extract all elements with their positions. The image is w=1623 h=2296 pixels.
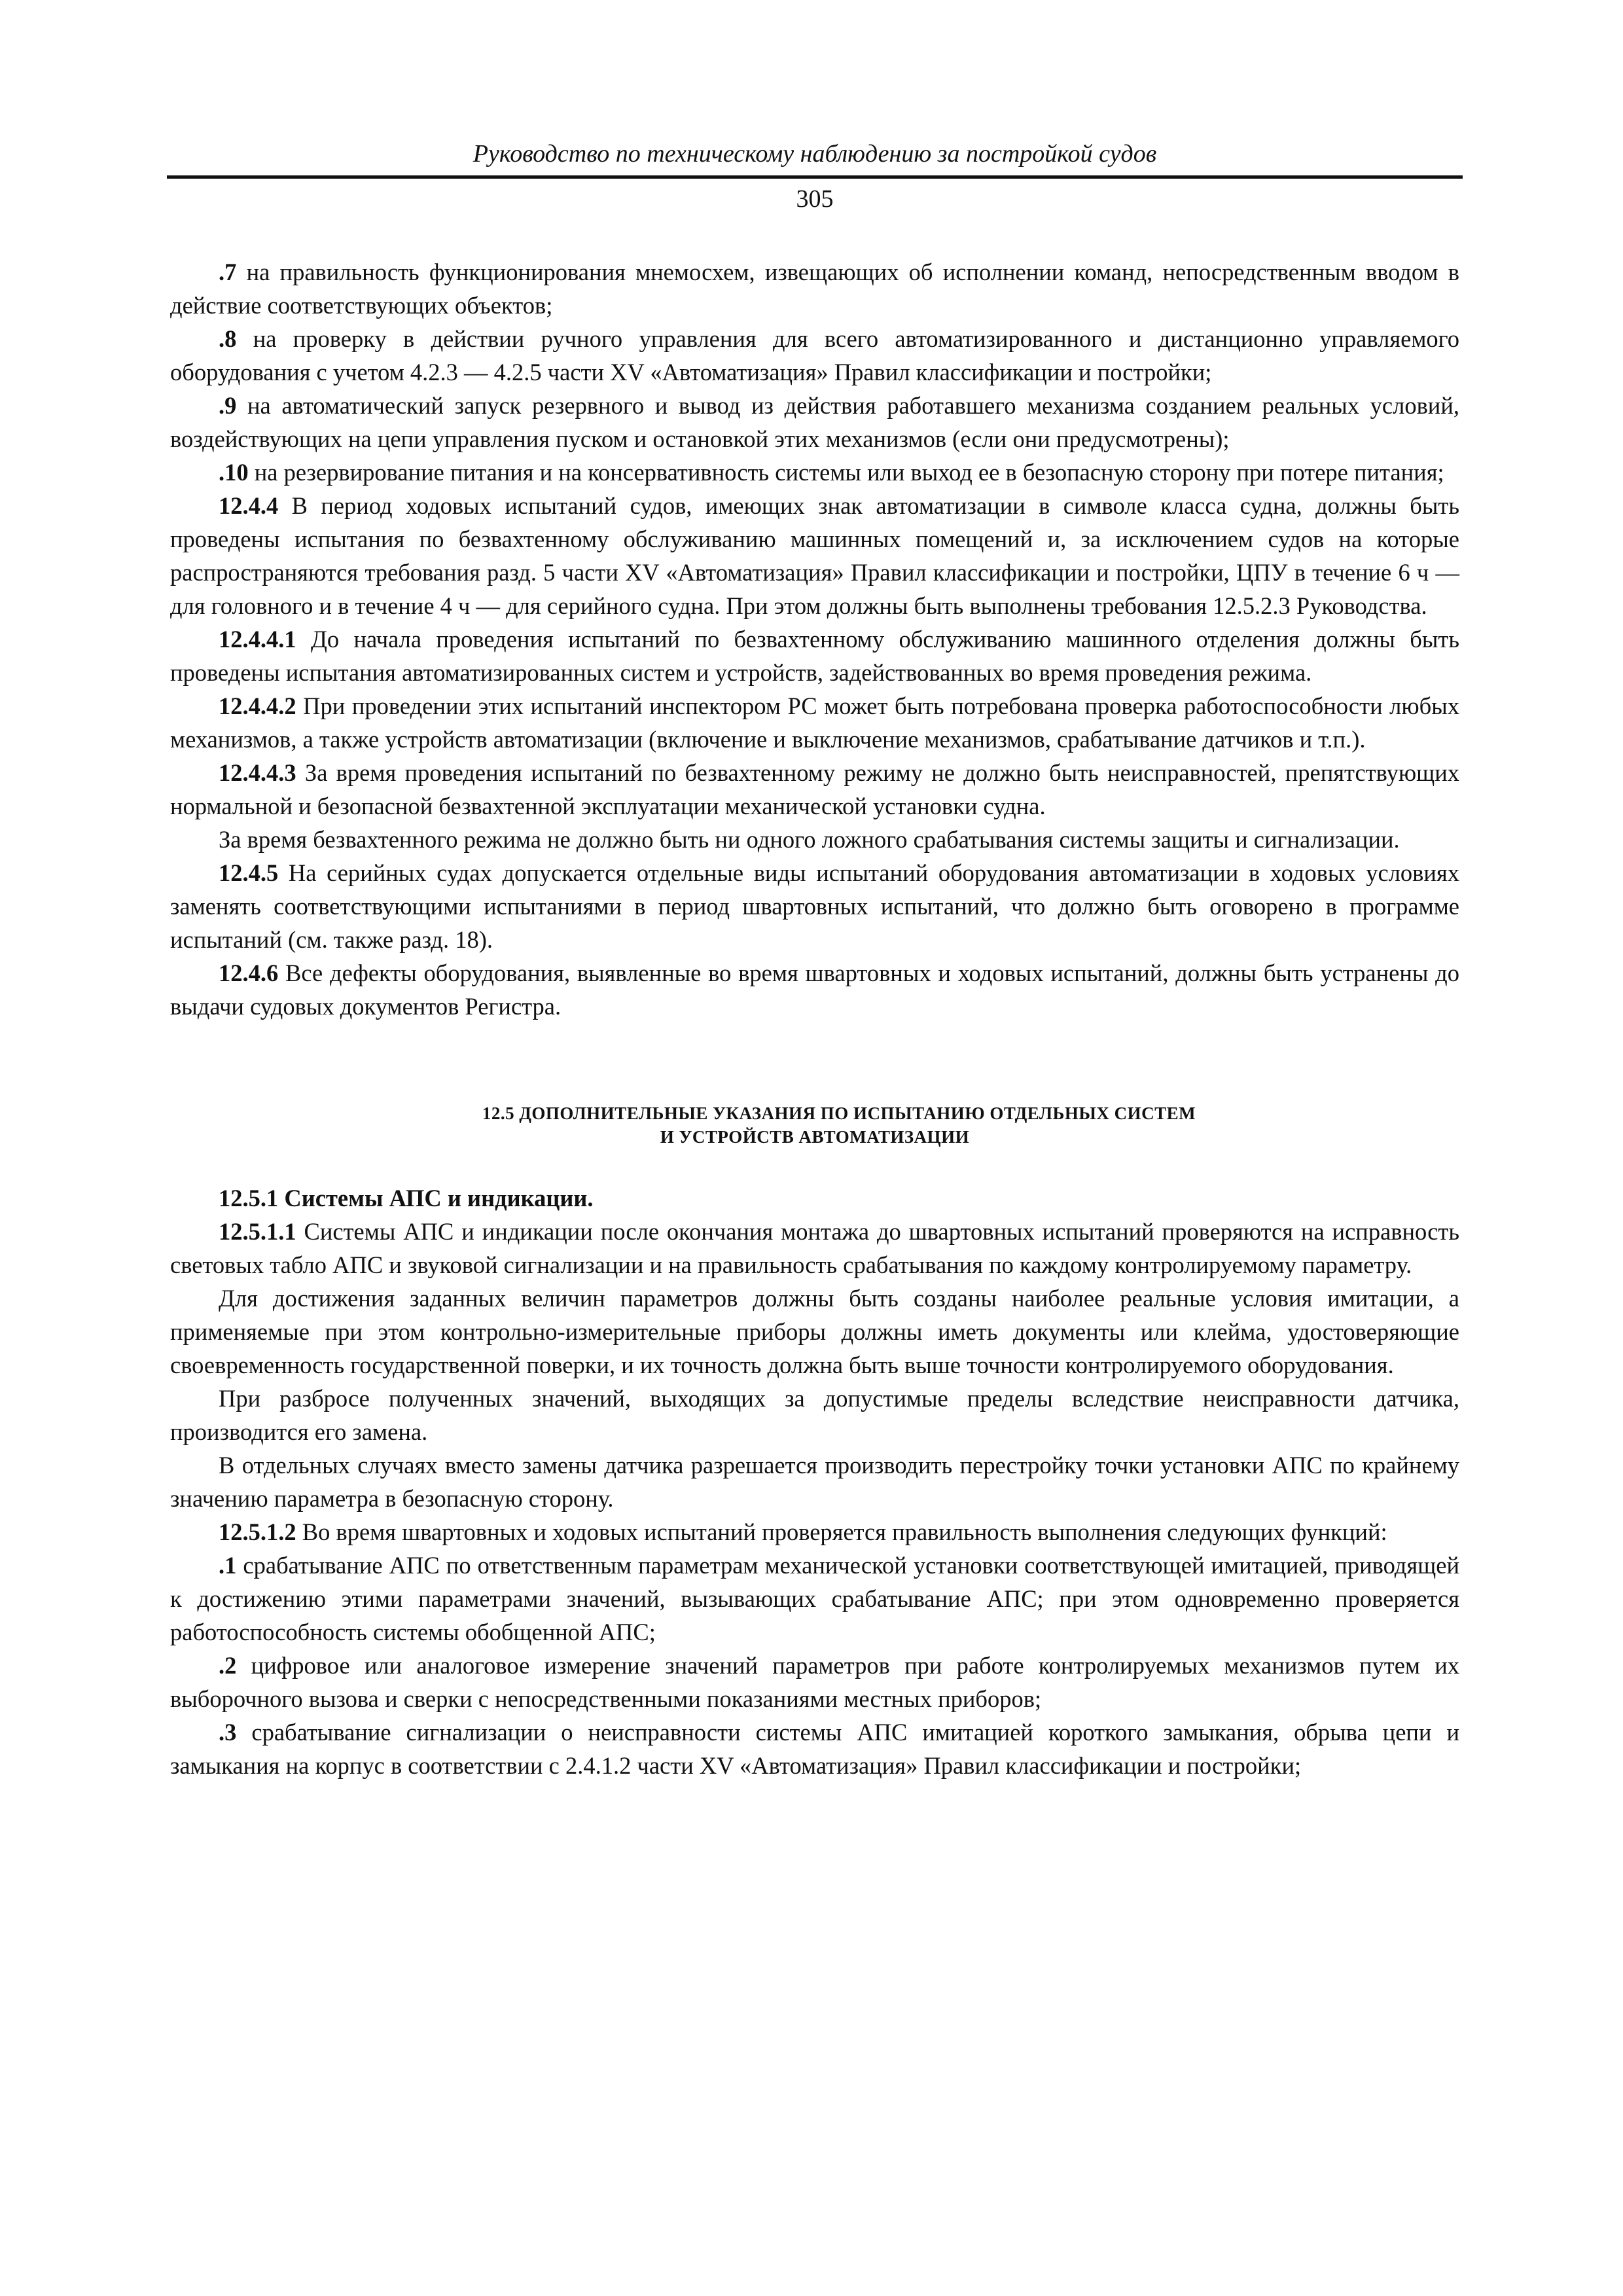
paragraph-number: .3	[219, 1719, 237, 1746]
paragraph	[170, 1282, 1459, 1382]
paragraph	[170, 255, 1459, 322]
paragraph-number: 12.4.4	[219, 492, 279, 519]
paragraph	[170, 956, 1459, 1023]
paragraph	[170, 456, 1459, 489]
paragraph	[170, 489, 1459, 622]
page-number: 305	[796, 185, 834, 213]
paragraph-number: 12.5.1.2	[219, 1518, 296, 1545]
paragraph	[170, 1715, 1459, 1782]
paragraph-number: 12.4.4.3	[219, 759, 296, 786]
paragraph-number: .10	[219, 459, 249, 486]
paragraph	[170, 856, 1459, 956]
paragraph-text: Все дефекты оборудования, выявленные во время швартовных и ходовых испытаний, должны быть устранены до выдачи судовых документов Регистра.	[170, 960, 1459, 1020]
paragraph-number: .1	[219, 1552, 237, 1579]
paragraph-text: В период ходовых испытаний судов, имеющих знак автоматизации в символе класса судна, должны быть проведены испытания по безвахтенному обслуживанию машинных помещений и, за исключением судов на которые распространяются требования разд. 5 части XV «Автоматизация» Правил классификации и постройки, ЦПУ в течение 6 ч — для головного и в течение 4 ч — для серийного судна. При этом должны быть выполнены требования 12.5.2.3 Руководства.	[170, 492, 1459, 619]
paragraph	[170, 689, 1459, 756]
paragraph-text: За время проведения испытаний по безвахтенному режиму не должно быть неисправностей, препятствующих нормальной и безопасной безвахтенной эксплуатации механической установки судна.	[170, 759, 1459, 819]
spacer	[170, 1149, 1459, 1181]
paragraph	[170, 1549, 1459, 1649]
section-heading	[170, 1102, 1459, 1149]
body-text	[170, 255, 1459, 1782]
paragraph-number: .8	[219, 325, 237, 352]
paragraph-text: При разбросе полученных значений, выходящих за допустимые пределы вследствие неисправности датчика, производится его замена.	[170, 1385, 1459, 1445]
paragraph-number: 12.5.1.1	[219, 1218, 296, 1245]
paragraph-number: .7	[219, 259, 237, 285]
paragraph	[170, 823, 1459, 856]
paragraph-text: До начала проведения испытаний по безвахтенному обслуживанию машинного отделения должны быть проведены испытания автоматизированных систем и устройств, задействованных во время проведения режима.	[170, 626, 1459, 686]
subsection-heading: 12.5.1 Системы АПС и индикации.	[219, 1185, 594, 1211]
paragraph-text: на автоматический запуск резервного и вывод из действия работавшего механизма созданием реальных условий, воздействующих на цепи управления пуском и остановкой этих механизмов (если они предусмотрены);	[170, 392, 1459, 452]
spacer	[170, 1023, 1459, 1102]
paragraph-text: на проверку в действии ручного управления для всего автоматизированного и дистанционно управляемого оборудования с учетом 4.2.3 — 4.2.5 части XV «Автоматизация» Правил классификации и постройки;	[170, 325, 1459, 386]
paragraph-text: срабатывание АПС по ответственным параметрам механической установки соответствующей имитацией, приводящей к достижению этими параметрами значений, вызывающих срабатывание АПС; при этом одновременно проверяется работоспособность системы обобщенной АПС;	[170, 1552, 1459, 1645]
section-heading-line2: И УСТРОЙСТВ АВТОМАТИЗАЦИИ	[660, 1127, 970, 1147]
running-title: Руководство по техническому наблюдению за постройкой судов	[473, 140, 1157, 168]
paragraph-number: 12.4.4.2	[219, 692, 296, 719]
paragraph	[170, 756, 1459, 823]
paragraph-text: на резервирование питания и на консервативность системы или выход ее в безопасную сторону при потере питания;	[248, 459, 1444, 486]
paragraph	[170, 1215, 1459, 1282]
paragraph-text: на правильность функционирования мнемосхем, извещающих об исполнении команд, непосредственным вводом в действие соответствующих объектов;	[170, 259, 1459, 319]
paragraph-text: срабатывание сигнализации о неисправности системы АПС имитацией короткого замыкания, обрыва цепи и замыкания на корпус в соответствии с 2.4.1.2 части XV «Автоматизация» Правил классификации и постройки;	[170, 1719, 1459, 1779]
paragraph-text: Во время швартовных и ходовых испытаний проверяется правильность выполнения следующих функций:	[296, 1518, 1387, 1545]
paragraph-number: 12.4.4.1	[219, 626, 296, 653]
paragraph	[170, 1448, 1459, 1515]
section-heading-line1: 12.5 ДОПОЛНИТЕЛЬНЫЕ УКАЗАНИЯ ПО ИСПЫТАНИЮ ОТДЕЛЬНЫХ СИСТЕМ	[482, 1103, 1196, 1123]
paragraph-text: Системы АПС и индикации после окончания монтажа до швартовных испытаний проверяются на исправность световых табло АПС и звуковой сигнализации и на правильность срабатывания по каждому контролируемому параметру.	[170, 1218, 1459, 1278]
paragraph-text: За время безвахтенного режима не должно быть ни одного ложного срабатывания системы защиты и сигнализации.	[219, 826, 1400, 853]
paragraph	[170, 1515, 1459, 1549]
paragraph-text: цифровое или аналоговое измерение значений параметров при работе контролируемых механизмов путем их выборочного вызова и сверки с непосредственными показаниями местных приборов;	[170, 1652, 1459, 1712]
paragraph-number: 12.4.6	[219, 960, 279, 986]
paragraph	[170, 1382, 1459, 1448]
paragraph	[170, 1649, 1459, 1715]
paragraph-text: Для достижения заданных величин параметров должны быть созданы наиболее реальные условия имитации, а применяемые при этом контрольно-измерительные приборы должны иметь документы или клейма, удостоверяющие своевременность государственной поверки, и их точность должна быть выше точности контролируемого оборудования.	[170, 1285, 1459, 1378]
paragraph	[170, 322, 1459, 389]
paragraph	[170, 622, 1459, 689]
paragraph-text: На серийных судах допускается отдельные виды испытаний оборудования автоматизации в ходовых условиях заменять соответствующими испытаниями в период швартовных испытаний, что должно быть оговорено в программе испытаний (см. также разд. 18).	[170, 859, 1459, 953]
paragraph-text: При проведении этих испытаний инспектором РС может быть потребована проверка работоспособности любых механизмов, а также устройств автоматизации (включение и выключение механизмов, срабатывание датчиков и т.п.).	[170, 692, 1459, 753]
header-rule	[167, 175, 1463, 179]
paragraphs-top	[170, 255, 1459, 1023]
paragraph-number: .9	[219, 392, 237, 419]
paragraph-number: .2	[219, 1652, 237, 1679]
paragraph-number: 12.4.5	[219, 859, 279, 886]
paragraphs-bottom	[170, 1215, 1459, 1782]
paragraph-text: В отдельных случаях вместо замены датчика разрешается производить перестройку точки установки АПС по крайнему значению параметра в безопасную сторону.	[170, 1452, 1459, 1512]
paragraph	[170, 389, 1459, 456]
